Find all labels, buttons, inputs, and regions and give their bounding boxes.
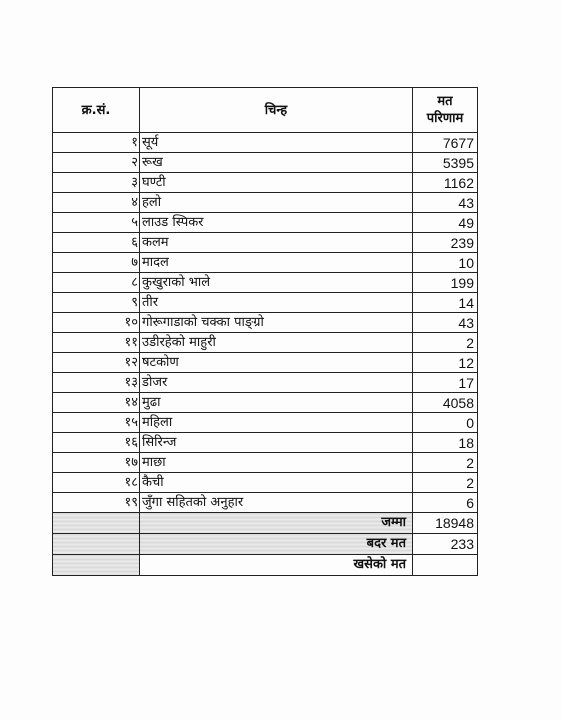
summary-row <box>53 534 478 555</box>
summary-value <box>413 555 478 576</box>
table-row <box>53 293 478 313</box>
row-votes: 239 <box>413 233 478 253</box>
row-serial: ६ <box>53 233 140 253</box>
row-serial: २ <box>53 153 140 173</box>
row-votes: 2 <box>413 333 478 353</box>
row-votes: 12 <box>413 353 478 373</box>
table-header-row <box>53 88 478 133</box>
table-row <box>53 413 478 433</box>
row-votes: 49 <box>413 213 478 233</box>
summary-value: 18948 <box>413 513 478 534</box>
row-symbol: जुँगा सहितको अनुहार <box>140 493 413 513</box>
row-votes: 2 <box>413 453 478 473</box>
summary-row <box>53 555 478 576</box>
row-symbol: माछा <box>140 453 413 473</box>
summary-empty-cell <box>53 513 140 534</box>
row-votes: 43 <box>413 313 478 333</box>
row-votes: 0 <box>413 413 478 433</box>
row-symbol: मादल <box>140 253 413 273</box>
row-serial: १२ <box>53 353 140 373</box>
summary-empty-cell <box>53 534 140 555</box>
row-serial: ५ <box>53 213 140 233</box>
row-symbol: डोजर <box>140 373 413 393</box>
row-votes: 5395 <box>413 153 478 173</box>
table-row <box>53 333 478 353</box>
row-serial: १९ <box>53 493 140 513</box>
row-votes: 6 <box>413 493 478 513</box>
table-row <box>53 433 478 453</box>
summary-row <box>53 513 478 534</box>
table-row <box>53 273 478 293</box>
row-serial: ३ <box>53 173 140 193</box>
table-row <box>53 153 478 173</box>
row-votes: 14 <box>413 293 478 313</box>
row-serial: १० <box>53 313 140 333</box>
row-votes: 10 <box>413 253 478 273</box>
row-serial: १६ <box>53 433 140 453</box>
header-votes: मत परिणाम <box>413 88 478 133</box>
summary-label: बदर मत <box>140 534 413 555</box>
row-serial: ११ <box>53 333 140 353</box>
row-serial: १५ <box>53 413 140 433</box>
row-symbol: षटकोण <box>140 353 413 373</box>
table-row <box>53 373 478 393</box>
table-row <box>53 233 478 253</box>
table-row <box>53 193 478 213</box>
table-row <box>53 173 478 193</box>
row-votes: 7677 <box>413 133 478 153</box>
row-serial: ८ <box>53 273 140 293</box>
row-symbol: उडीरहेको माहुरी <box>140 333 413 353</box>
row-votes: 199 <box>413 273 478 293</box>
row-serial: ९ <box>53 293 140 313</box>
table-row <box>53 213 478 233</box>
row-symbol: कुखुराको भाले <box>140 273 413 293</box>
table-row <box>53 473 478 493</box>
table-row <box>53 313 478 333</box>
row-votes: 4058 <box>413 393 478 413</box>
table-row <box>53 253 478 273</box>
row-symbol: सिरिन्ज <box>140 433 413 453</box>
row-serial: १७ <box>53 453 140 473</box>
row-serial: १८ <box>53 473 140 493</box>
row-symbol: कैची <box>140 473 413 493</box>
table-row <box>53 493 478 513</box>
row-symbol: गोरूगाडाको चक्का पाङ्ग्रो <box>140 313 413 333</box>
row-symbol: तीर <box>140 293 413 313</box>
summary-label: खसेको मत <box>140 555 413 576</box>
table-row <box>53 133 478 153</box>
row-serial: १ <box>53 133 140 153</box>
row-symbol: कलम <box>140 233 413 253</box>
row-symbol: सूर्य <box>140 133 413 153</box>
row-symbol: घण्टी <box>140 173 413 193</box>
summary-label: जम्मा <box>140 513 413 534</box>
row-symbol: रूख <box>140 153 413 173</box>
table-row <box>53 453 478 473</box>
row-serial: १४ <box>53 393 140 413</box>
row-serial: ७ <box>53 253 140 273</box>
vote-results-table <box>52 87 478 576</box>
row-votes: 18 <box>413 433 478 453</box>
results-sheet <box>52 87 478 576</box>
table-row <box>53 353 478 373</box>
row-votes: 43 <box>413 193 478 213</box>
row-serial: १३ <box>53 373 140 393</box>
row-votes: 17 <box>413 373 478 393</box>
row-votes: 1162 <box>413 173 478 193</box>
row-votes: 2 <box>413 473 478 493</box>
row-serial: ४ <box>53 193 140 213</box>
summary-empty-cell <box>53 555 140 576</box>
row-symbol: लाउड स्पिकर <box>140 213 413 233</box>
row-symbol: हलो <box>140 193 413 213</box>
header-symbol: चिन्ह <box>140 88 413 133</box>
header-serial: क्र.सं. <box>53 88 140 133</box>
summary-value: 233 <box>413 534 478 555</box>
row-symbol: महिला <box>140 413 413 433</box>
row-symbol: मुढा <box>140 393 413 413</box>
table-row <box>53 393 478 413</box>
